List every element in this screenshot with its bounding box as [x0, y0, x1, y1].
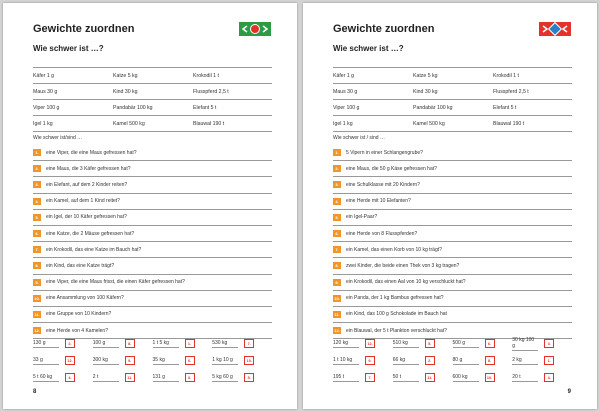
answer-cell	[33, 356, 93, 365]
question-text: ein Kamel, auf dem 1 Kind reitet?	[46, 198, 120, 205]
question-item	[33, 177, 272, 193]
question-text: eine Katze, die 2 Mäuse gefressen hat?	[46, 230, 135, 237]
question-text: ein Kind, das eine Katze trägt?	[46, 262, 115, 269]
circle-icon	[250, 24, 260, 34]
answer-box: 11.	[125, 373, 135, 382]
answer-value: 530 kg	[212, 340, 238, 348]
weight-cell: Flusspferd 2,5 t	[193, 88, 229, 95]
weight-cell: Blauwal 190 t	[493, 120, 525, 127]
answer-box: 12.	[365, 339, 375, 348]
answer-value: 2 t	[93, 374, 119, 382]
question-number-badge: 3.	[333, 181, 341, 188]
answer-value: 80 g	[453, 357, 479, 365]
question-text: ein Igel, der 10 Käfer gefressen hat?	[46, 214, 127, 221]
answer-box: 7.	[244, 339, 254, 348]
weights-row	[333, 84, 572, 100]
weight-cell: Pandabär 100 kg	[113, 104, 153, 111]
answer-cell	[453, 356, 513, 365]
question-text: eine Herde mit 10 Elefanten?	[346, 198, 411, 205]
question-text: eine Maus, die 50 g Käse gefressen hat?	[346, 165, 437, 172]
answer-box: 6.	[185, 356, 195, 365]
question-number-badge: 7.	[333, 246, 341, 253]
question-text: ein Krokodil, das einen Aal von 10 kg verschluckt hat?	[346, 279, 466, 286]
question-text: 5 Vipern in einer Schlangengrube?	[346, 149, 423, 156]
question-text: eine Ansammlung von 100 Käfern?	[46, 295, 124, 302]
weights-row	[33, 84, 272, 100]
question-number-badge: 9.	[333, 279, 341, 286]
chevron-left-icon	[241, 25, 249, 33]
question-text: ein Elefant, auf dem 2 Kinder reiten?	[46, 181, 128, 188]
question-item	[333, 291, 572, 307]
weight-cell: Elefant 5 t	[493, 104, 517, 111]
question-number-badge: 5.	[333, 214, 341, 221]
question-item	[33, 161, 272, 177]
answer-value: 120 kg	[333, 340, 359, 348]
answer-value: 2 kg	[512, 357, 538, 365]
answer-box: 2.	[425, 356, 435, 365]
answer-cell	[93, 373, 153, 382]
answer-cell	[153, 356, 213, 365]
question-number-badge: 1.	[333, 149, 341, 156]
answer-box: 3.	[185, 373, 195, 382]
page-number: 8	[33, 389, 37, 395]
chevron-right-icon	[261, 25, 269, 33]
weights-table	[33, 67, 272, 132]
question-intro: Wie schwer ist/sind …	[33, 135, 83, 141]
weight-cell: Katze 5 kg	[113, 72, 138, 79]
weight-cell: Blauwal 190 t	[193, 120, 225, 127]
question-item	[333, 194, 572, 210]
question-number-badge: 4.	[333, 198, 341, 205]
answer-grid	[333, 335, 572, 386]
question-number-badge: 10.	[34, 295, 40, 301]
question-item	[33, 210, 272, 226]
question-item	[33, 226, 272, 242]
answer-cell	[512, 337, 572, 351]
weight-cell: Krokodil 1 t	[493, 72, 519, 79]
question-number-badge: 8.	[333, 262, 341, 269]
answer-cell	[333, 339, 393, 348]
question-item	[333, 258, 572, 274]
question-item	[33, 307, 272, 323]
weights-row	[33, 116, 272, 132]
question-item	[333, 161, 572, 177]
question-text: ein Krokodil, das eine Katze im Bauch hat?	[46, 246, 142, 253]
weights-row	[33, 100, 272, 116]
answer-cell	[333, 356, 393, 365]
answer-cell	[212, 373, 272, 382]
question-number-badge: 2.	[33, 165, 41, 172]
answer-box: 6.	[485, 339, 495, 348]
answer-cell	[512, 373, 572, 382]
answer-cell	[453, 339, 513, 348]
series-logo-icon	[239, 22, 271, 36]
page-title: Gewichte zuordnen	[333, 23, 435, 35]
page-title: Gewichte zuordnen	[33, 23, 135, 35]
answer-value: 100 g	[93, 340, 119, 348]
answer-box: 8.	[485, 356, 495, 365]
answer-value: 66 kg	[393, 357, 419, 365]
answer-cell	[393, 356, 453, 365]
answer-grid	[33, 335, 272, 386]
page-subtitle: Wie schwer ist …?	[33, 44, 104, 53]
question-list	[333, 145, 572, 339]
question-number-badge: 2.	[333, 165, 341, 172]
question-number-badge: 11.	[34, 311, 40, 317]
answer-box: 11.	[425, 373, 435, 382]
answer-box: 10.	[485, 373, 495, 382]
answer-cell	[393, 373, 453, 382]
question-number-badge: 1.	[33, 149, 41, 156]
question-number-badge: 8.	[33, 262, 41, 269]
answer-cell	[212, 356, 272, 365]
question-text: ein Blauwal, der 5 t Plankton verschluckt hat?	[346, 327, 447, 334]
answer-value: 131 g	[153, 374, 179, 382]
answer-value: 1 t 10 kg	[333, 357, 359, 365]
answer-box: 1.	[185, 339, 195, 348]
answer-box: 9.	[365, 356, 375, 365]
answer-cell	[33, 339, 93, 348]
answer-value: 130 g	[33, 340, 59, 348]
question-item	[33, 258, 272, 274]
answer-row	[33, 335, 272, 352]
weight-cell: Elefant 5 t	[193, 104, 217, 111]
answer-value: 500 g	[453, 340, 479, 348]
weight-cell: Kamel 500 kg	[113, 120, 145, 127]
answer-cell	[453, 373, 513, 382]
question-item	[333, 242, 572, 258]
question-item	[333, 307, 572, 323]
question-number-badge: 4.	[33, 198, 41, 205]
weight-cell: Kind 30 kg	[113, 88, 138, 95]
answer-row	[333, 335, 572, 352]
question-text: eine Viper, die eine Maus frisst, die einen Käfer gefressen hat?	[46, 279, 185, 286]
weights-table	[333, 67, 572, 132]
answer-box: 2.	[65, 339, 75, 348]
weight-cell: Käfer 1 g	[333, 72, 355, 79]
weight-cell: Käfer 1 g	[33, 72, 55, 79]
left-page	[3, 3, 297, 409]
answer-cell	[33, 373, 93, 382]
answer-box: 4.	[544, 373, 554, 382]
answer-box: 5.	[425, 339, 435, 348]
question-text: eine Viper, die eine Maus gefressen hat?	[46, 149, 137, 156]
weight-cell: Maus 30 g	[33, 88, 58, 95]
question-number-badge: 9.	[33, 279, 41, 286]
question-list	[33, 145, 272, 339]
question-text: ein Panda, der 1 kg Bambus gefressen hat?	[346, 295, 444, 302]
question-number-badge: 12.	[34, 328, 40, 334]
answer-box: 7.	[365, 373, 375, 382]
answer-value: 510 kg	[393, 340, 419, 348]
page-number: 9	[567, 389, 571, 395]
question-text: zwei Kinder, die beide einen Thek von 3 kg tragen?	[346, 262, 460, 269]
answer-box: 12.	[65, 356, 75, 365]
weight-cell: Viper 100 g	[33, 104, 60, 111]
answer-box: 9.	[125, 356, 135, 365]
question-item	[333, 275, 572, 291]
page-subtitle: Wie schwer ist …?	[333, 44, 404, 53]
answer-value: 50 t	[393, 374, 419, 382]
answer-box: 10.	[244, 356, 254, 365]
weights-row	[333, 68, 572, 84]
answer-box: 3.	[544, 339, 554, 348]
answer-row	[333, 352, 572, 369]
question-item	[33, 275, 272, 291]
series-logo-icon	[539, 22, 571, 36]
question-text: ein Kind, das 100 g Schokolade im Bauch hat	[346, 311, 447, 318]
weights-row	[333, 116, 572, 132]
weight-cell: Krokodil 1 t	[193, 72, 219, 79]
question-number-badge: 6.	[33, 230, 41, 237]
question-item	[33, 194, 272, 210]
answer-value: 600 kg	[453, 374, 479, 382]
question-number-badge: 10.	[334, 295, 340, 301]
question-number-badge: 5.	[33, 214, 41, 221]
question-number-badge: 7.	[33, 246, 41, 253]
answer-box: 1.	[544, 356, 554, 365]
question-item	[33, 145, 272, 161]
weights-row	[33, 68, 272, 84]
weight-cell: Viper 100 g	[333, 104, 360, 111]
question-number-badge: 11.	[334, 311, 340, 317]
right-page	[303, 3, 597, 409]
answer-value: 20 t	[512, 374, 538, 382]
question-number-badge: 3.	[33, 181, 41, 188]
weight-cell: Flusspferd 2,5 t	[493, 88, 529, 95]
answer-cell	[393, 339, 453, 348]
answer-value: 33 g	[33, 357, 59, 365]
answer-value: 35 kg	[153, 357, 179, 365]
weight-cell: Kamel 500 kg	[413, 120, 445, 127]
question-intro: Wie schwer ist / sind …	[333, 135, 385, 141]
answer-value: 5 t 60 kg	[33, 374, 59, 382]
answer-value: 1 kg 10 g	[212, 357, 238, 365]
answer-cell	[512, 356, 572, 365]
answer-cell	[153, 373, 213, 382]
weights-row	[333, 100, 572, 116]
question-item	[33, 242, 272, 258]
answer-box: 4.	[65, 373, 75, 382]
answer-cell	[93, 339, 153, 348]
question-item	[333, 226, 572, 242]
question-text: eine Schulklasse mit 20 Kindern?	[346, 181, 420, 188]
answer-value: 30 kg 100 g	[512, 337, 538, 351]
answer-cell	[333, 373, 393, 382]
question-text: eine Maus, die 3 Käfer gefressen hat?	[46, 165, 131, 172]
question-text: eine Herde von 4 Kamelen?	[46, 327, 108, 334]
answer-value: 195 t	[333, 374, 359, 382]
question-number-badge: 6.	[333, 230, 341, 237]
question-item	[33, 291, 272, 307]
answer-cell	[153, 339, 213, 348]
diamond-icon	[548, 22, 562, 36]
question-item	[333, 145, 572, 161]
answer-value: 5 kg 60 g	[212, 374, 238, 382]
answer-value: 1 t 5 kg	[153, 340, 179, 348]
answer-cell	[212, 339, 272, 348]
question-item	[333, 177, 572, 193]
weight-cell: Katze 5 kg	[413, 72, 438, 79]
answer-box: 8.	[125, 339, 135, 348]
answer-row	[33, 369, 272, 386]
question-text: eine Herde von 8 Flusspferden?	[346, 230, 418, 237]
answer-box: 5.	[244, 373, 254, 382]
chevron-left-icon	[561, 25, 569, 33]
weight-cell: Kind 30 kg	[413, 88, 438, 95]
weight-cell: Maus 30 g	[333, 88, 358, 95]
answer-row	[333, 369, 572, 386]
question-number-badge: 12.	[334, 328, 340, 334]
answer-value: 300 kg	[93, 357, 119, 365]
answer-cell	[93, 356, 153, 365]
question-item	[333, 210, 572, 226]
answer-row	[33, 352, 272, 369]
question-text: eine Gruppe von 10 Kindern?	[46, 311, 112, 318]
weight-cell: Pandabär 100 kg	[413, 104, 453, 111]
question-text: ein Igel-Paar?	[346, 214, 378, 221]
weight-cell: Igel 1 kg	[33, 120, 53, 127]
question-text: ein Kamel, das einen Korb von 10 kg trägt?	[346, 246, 442, 253]
weight-cell: Igel 1 kg	[333, 120, 353, 127]
